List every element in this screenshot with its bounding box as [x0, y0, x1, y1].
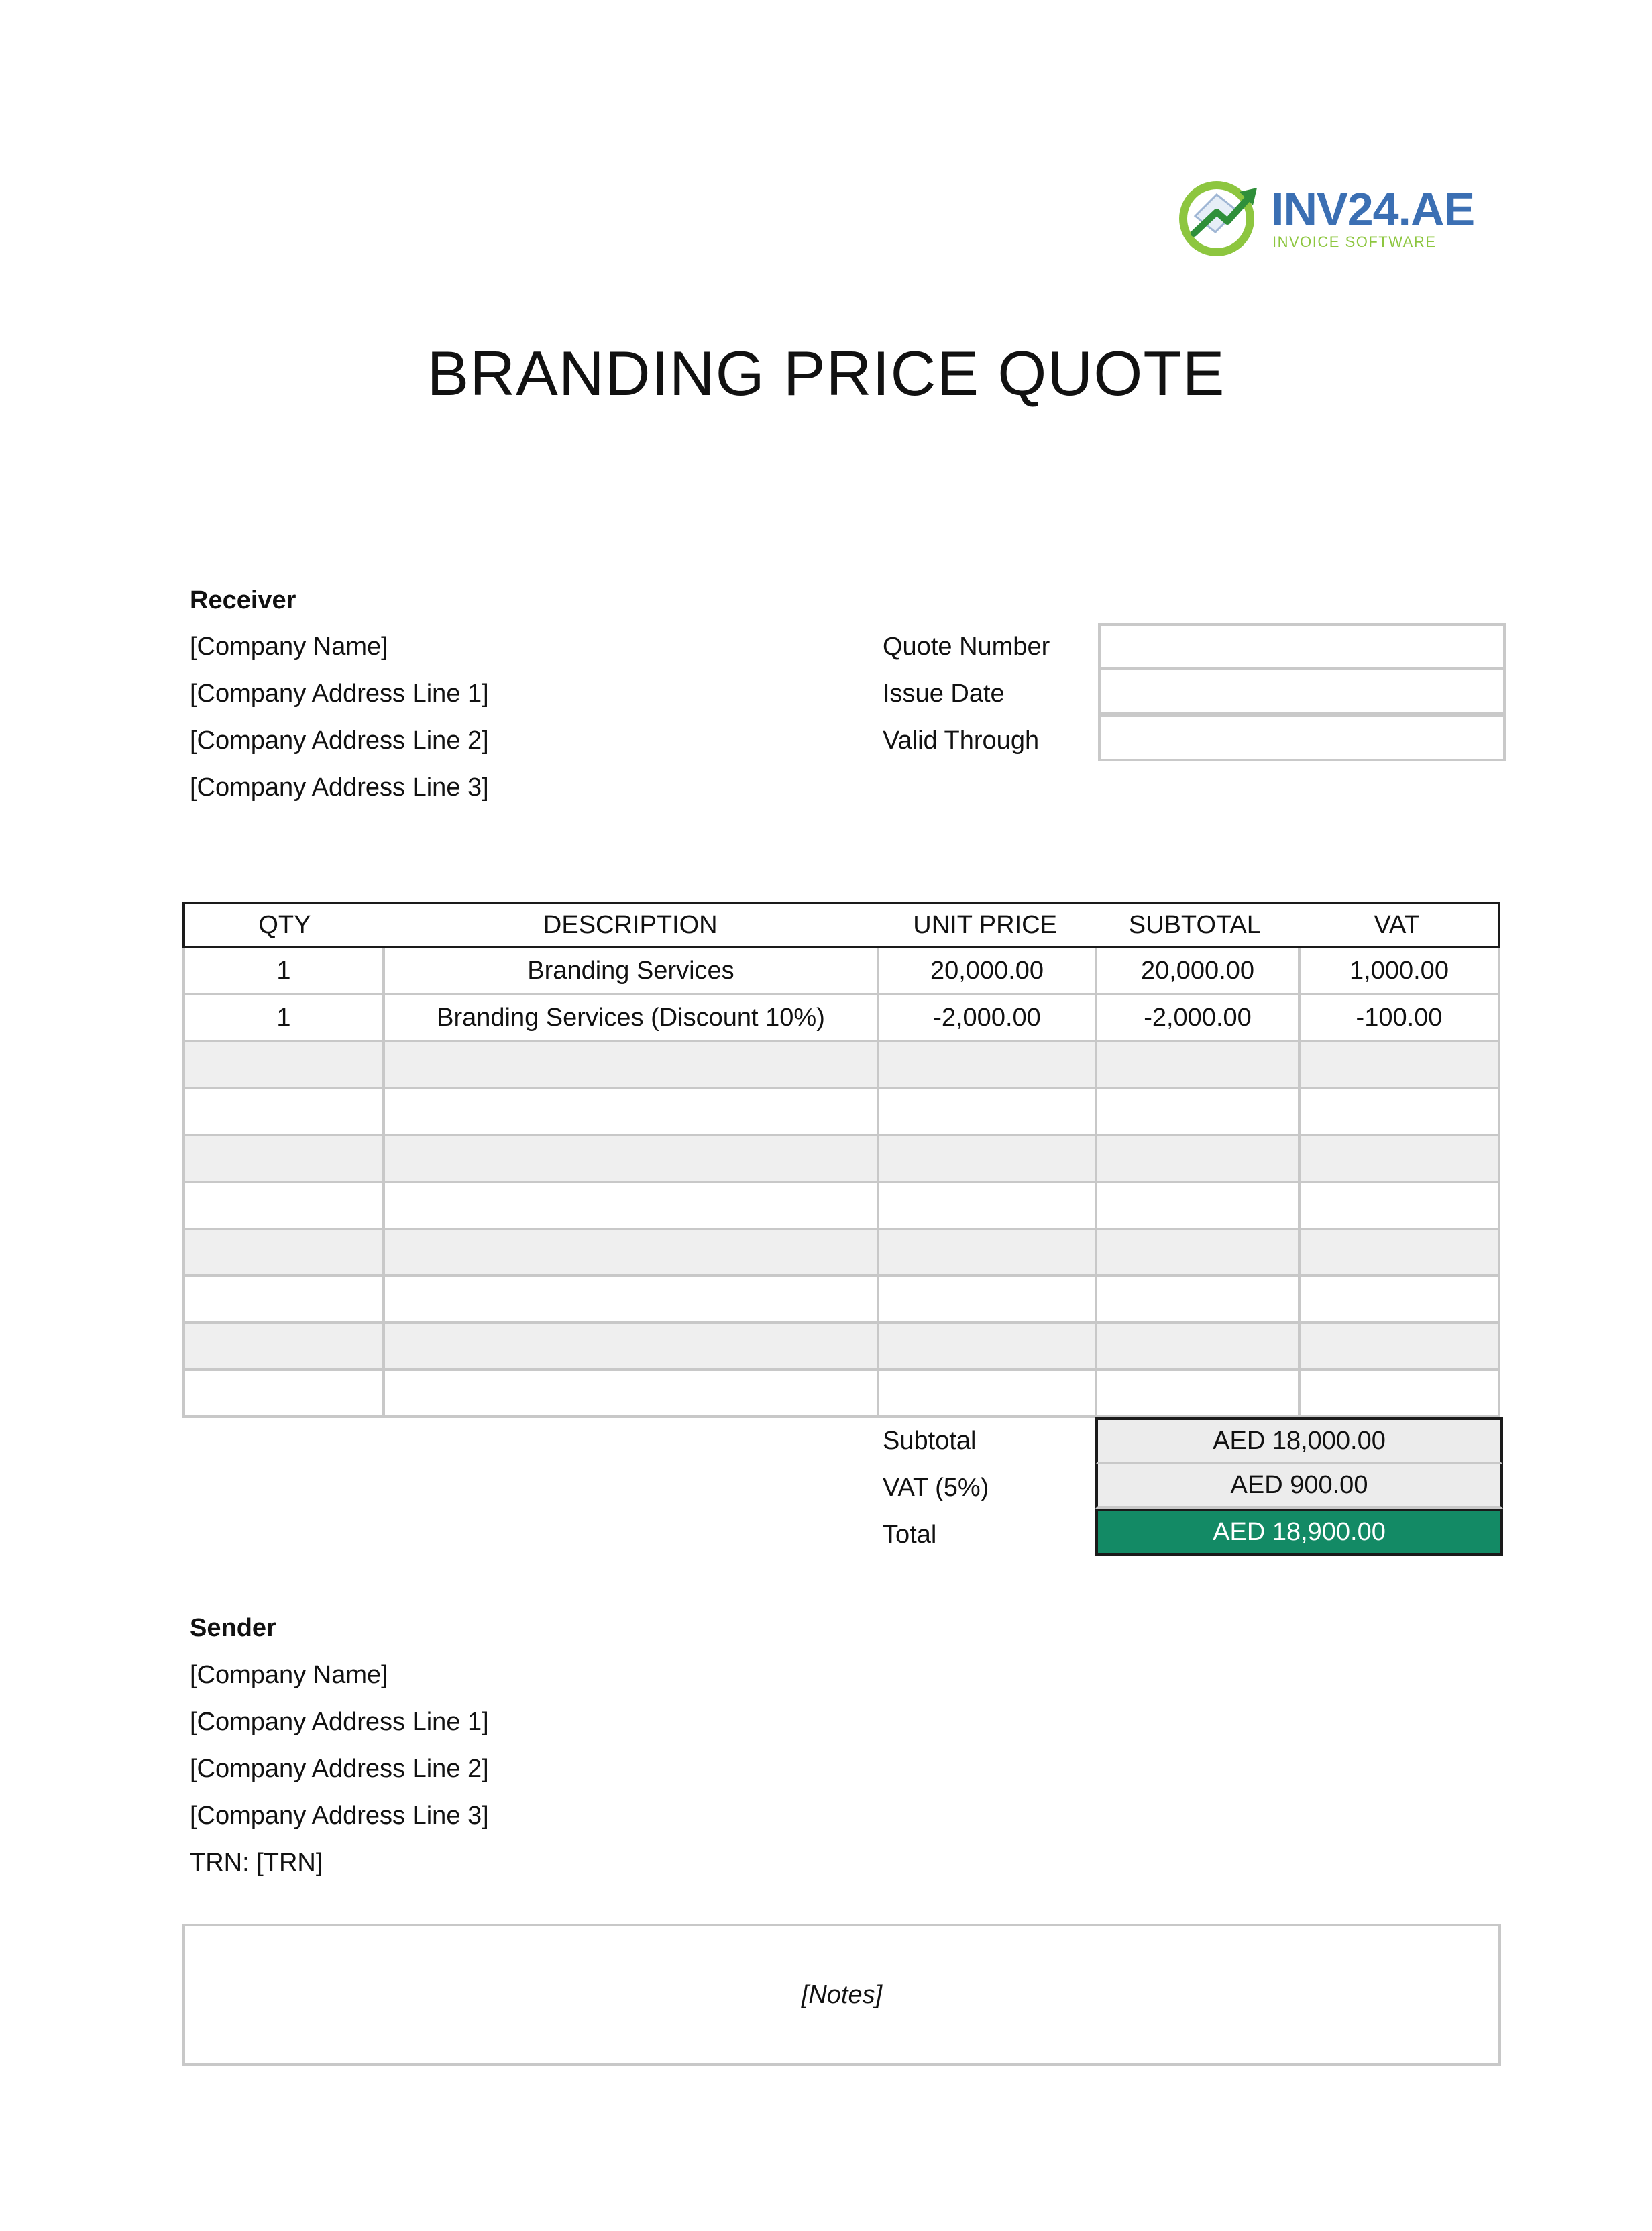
description-cell — [382, 1089, 877, 1136]
vat-value: AED 900.00 — [1095, 1464, 1503, 1509]
description-cell — [382, 1230, 877, 1277]
table-row — [182, 1230, 1500, 1277]
qty-cell — [182, 1371, 382, 1418]
subtotal-cell — [1095, 1277, 1298, 1324]
table-row — [182, 1277, 1500, 1324]
unit-price-cell — [877, 1183, 1095, 1230]
subtotal-cell: -2,000.00 — [1095, 995, 1298, 1042]
qty-cell — [182, 1230, 382, 1277]
unit-price-cell — [877, 1089, 1095, 1136]
subtotal-cell — [1095, 1324, 1298, 1371]
issue-date-field[interactable] — [1098, 670, 1506, 714]
table-row — [182, 1042, 1500, 1089]
subtotal-cell — [1095, 1183, 1298, 1230]
sender-address-line-3: [Company Address Line 3] — [190, 1802, 489, 1830]
unit-price-cell — [877, 1042, 1095, 1089]
sender-company-name: [Company Name] — [190, 1661, 388, 1689]
header-qty: QTY — [185, 902, 384, 948]
description-cell — [382, 1324, 877, 1371]
vat-cell: -100.00 — [1298, 995, 1500, 1042]
quote-number-label: Quote Number — [883, 633, 1050, 661]
receiver-heading: Receiver — [190, 586, 296, 614]
valid-through-label: Valid Through — [883, 726, 1040, 755]
description-cell — [382, 1277, 877, 1324]
qty-cell — [182, 1042, 382, 1089]
receiver-address-line-3: [Company Address Line 3] — [190, 773, 489, 802]
qty-cell: 1 — [182, 948, 382, 995]
qty-cell — [182, 1324, 382, 1371]
subtotal-cell — [1095, 1089, 1298, 1136]
qty-cell: 1 — [182, 995, 382, 1042]
sender-address-line-1: [Company Address Line 1] — [190, 1708, 489, 1736]
header-vat: VAT — [1296, 902, 1498, 948]
table-row — [182, 1183, 1500, 1230]
vat-cell — [1298, 1324, 1500, 1371]
unit-price-cell: 20,000.00 — [877, 948, 1095, 995]
qty-cell — [182, 1089, 382, 1136]
subtotal-cell — [1095, 1371, 1298, 1418]
receiver-address-line-2: [Company Address Line 2] — [190, 726, 489, 755]
vat-cell: 1,000.00 — [1298, 948, 1500, 995]
receiver-company-name: [Company Name] — [190, 633, 388, 661]
inv24-logo-icon — [1175, 169, 1269, 263]
description-cell: Branding Services — [382, 948, 877, 995]
description-cell — [382, 1042, 877, 1089]
table-row — [182, 995, 1500, 1042]
table-row — [182, 1371, 1500, 1418]
table-row — [182, 1136, 1500, 1183]
table-header-row — [182, 902, 1500, 948]
notes-box[interactable] — [182, 1924, 1501, 2066]
total-value: AED 18,900.00 — [1095, 1509, 1503, 1556]
quote-number-field[interactable] — [1098, 623, 1506, 670]
total-label: Total — [883, 1521, 937, 1549]
unit-price-cell — [877, 1230, 1095, 1277]
qty-cell — [182, 1136, 382, 1183]
unit-price-cell: -2,000.00 — [877, 995, 1095, 1042]
sender-trn: TRN: [TRN] — [190, 1849, 323, 1877]
subtotal-cell: 20,000.00 — [1095, 948, 1298, 995]
logo-tagline: INVOICE SOFTWARE — [1272, 233, 1437, 250]
description-cell — [382, 1371, 877, 1418]
document-title: BRANDING PRICE QUOTE — [427, 338, 1225, 409]
vat-cell — [1298, 1183, 1500, 1230]
subtotal-label: Subtotal — [883, 1427, 977, 1455]
vat-cell — [1298, 1371, 1500, 1418]
header-description: DESCRIPTION — [384, 902, 877, 948]
vat-cell — [1298, 1042, 1500, 1089]
header-unit-price: UNIT PRICE — [877, 902, 1094, 948]
logo-brand-text: INV24.AE — [1271, 183, 1475, 235]
table-row — [182, 1324, 1500, 1371]
vat-cell — [1298, 1136, 1500, 1183]
unit-price-cell — [877, 1324, 1095, 1371]
table-row — [182, 948, 1500, 995]
description-cell — [382, 1136, 877, 1183]
qty-cell — [182, 1183, 382, 1230]
qty-cell — [182, 1277, 382, 1324]
valid-through-field[interactable] — [1098, 714, 1506, 761]
vat-cell — [1298, 1277, 1500, 1324]
subtotal-cell — [1095, 1230, 1298, 1277]
description-cell — [382, 1183, 877, 1230]
receiver-address-line-1: [Company Address Line 1] — [190, 679, 489, 708]
notes-text: [Notes] — [801, 1980, 883, 2009]
sender-address-line-2: [Company Address Line 2] — [190, 1755, 489, 1783]
subtotal-cell — [1095, 1136, 1298, 1183]
issue-date-label: Issue Date — [883, 679, 1005, 708]
sender-heading: Sender — [190, 1614, 276, 1642]
unit-price-cell — [877, 1371, 1095, 1418]
subtotal-value: AED 18,000.00 — [1095, 1417, 1503, 1464]
items-table — [182, 902, 1500, 1418]
vat-label: VAT (5%) — [883, 1474, 989, 1502]
subtotal-cell — [1095, 1042, 1298, 1089]
header-subtotal: SUBTOTAL — [1093, 902, 1296, 948]
vat-cell — [1298, 1089, 1500, 1136]
unit-price-cell — [877, 1277, 1095, 1324]
table-row — [182, 1089, 1500, 1136]
vat-cell — [1298, 1230, 1500, 1277]
unit-price-cell — [877, 1136, 1095, 1183]
description-cell: Branding Services (Discount 10%) — [382, 995, 877, 1042]
